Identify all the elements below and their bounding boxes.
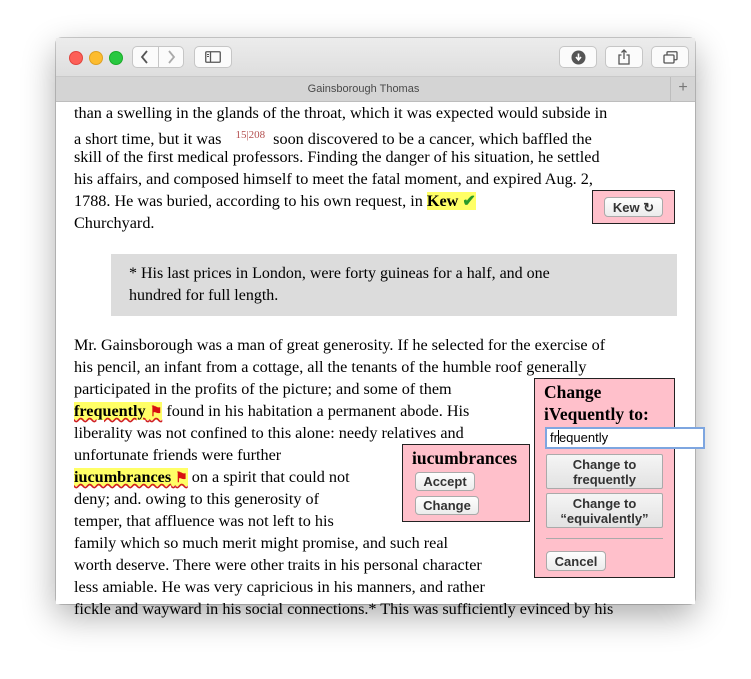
button-label-line: Change to: [572, 495, 637, 511]
button-label-line: “equivalently”: [560, 510, 649, 526]
word-text: iucumbrances: [74, 468, 172, 486]
footnote-line: * His last prices in London, were forty guineas for a half, and one: [129, 265, 550, 282]
word-text: Kew: [426, 192, 459, 210]
kew-button[interactable]: [604, 197, 663, 217]
text-fragment: on a spirit that could not: [191, 468, 350, 486]
tab-title[interactable]: Gainsborough Thomas: [307, 83, 420, 95]
panel-divider: [546, 538, 663, 539]
text-line: [74, 190, 476, 212]
text-line: family which so much merit might promise, and such real: [74, 534, 449, 552]
text-line: his affairs, and composed himself to meet the fatal moment, and expired Aug. 2,: [74, 170, 593, 188]
input-text: equently: [558, 430, 609, 445]
text-fragment: soon discovered to be a cancer, which baffled the: [273, 130, 592, 148]
page-content: [56, 102, 695, 618]
share-button[interactable]: [605, 46, 643, 68]
page-ref-number: 208: [248, 129, 266, 141]
change-button[interactable]: Change: [415, 496, 479, 515]
browser-window: [56, 38, 695, 618]
change-to-frequently-button[interactable]: [546, 454, 663, 489]
panel-title-line: iVequently to:: [544, 404, 649, 424]
button-label-line: frequently: [573, 471, 636, 487]
input-text: fr: [550, 430, 558, 445]
new-tab-button[interactable]: +: [670, 77, 695, 101]
iucumbrances-popup: [402, 444, 530, 522]
page-reference[interactable]: [235, 129, 265, 141]
text-line: his pencil, an infant from a cottage, all the tenants of the humble roof generally: [74, 358, 587, 376]
text-line: less amiable. He was very capricious in his manners, and rather: [74, 578, 485, 596]
text-line: worth deserve. There were other traits in his personal character: [74, 556, 482, 574]
chevron-right-icon: [166, 50, 176, 64]
download-icon: [571, 50, 586, 65]
footnote-line: hundred for full length.: [129, 287, 279, 304]
tab-overview-button[interactable]: [651, 46, 689, 68]
text-line: participated in the profits of the picture; and some of them: [74, 380, 452, 398]
text-line: unfortunate friends were further: [74, 446, 282, 464]
text-line: fickle and wayward in his social connections.* This was sufficiently evinced by his: [74, 600, 614, 618]
text-line: [74, 400, 469, 424]
button-label-line: Change to: [572, 456, 637, 472]
chevron-left-icon: [140, 50, 150, 64]
text-fragment: found in his habitation a permanent abode. His: [166, 402, 470, 420]
zoom-window-button[interactable]: [109, 51, 123, 65]
tab-bar: [56, 77, 695, 102]
change-suggestion-panel: [534, 378, 675, 578]
popup-title: iucumbrances: [412, 448, 517, 468]
kew-popup: [592, 190, 675, 224]
refresh-icon: ↻: [643, 199, 655, 215]
text-line: than a swelling in the glands of the throat, which it was expected would subside in: [74, 104, 608, 122]
minimize-window-button[interactable]: [89, 51, 103, 65]
check-icon: ✔: [462, 192, 476, 210]
close-window-button[interactable]: [69, 51, 83, 65]
change-to-equivalently-button[interactable]: [546, 493, 663, 528]
page-ref-number: 15: [235, 129, 247, 141]
flag-icon: ⚑: [149, 405, 163, 420]
tabs-overview-icon: [663, 51, 678, 64]
share-icon: [617, 49, 631, 65]
navigation-buttons: [132, 46, 184, 68]
sidebar-icon: [205, 51, 221, 63]
forward-button[interactable]: [158, 47, 183, 67]
sidebar-toggle-button[interactable]: [194, 46, 232, 68]
downloads-button[interactable]: [559, 46, 597, 68]
cancel-button[interactable]: Cancel: [546, 551, 606, 571]
replacement-input[interactable]: [545, 427, 705, 449]
word-text: frequently: [74, 402, 146, 420]
text-line: temper, that affluence was not left to his: [74, 512, 334, 530]
panel-title-line: Change: [544, 382, 602, 402]
footnote-block: [111, 254, 677, 316]
text-line: Mr. Gainsborough was a man of great generosity. If he selected for the exercise of: [74, 336, 606, 354]
accept-button[interactable]: Accept: [415, 472, 475, 491]
text-fragment: a short time, but it was: [74, 130, 222, 148]
text-line: skill of the first medical professors. Finding the danger of his situation, he settled: [74, 148, 600, 166]
misspelled-word-frequently[interactable]: [74, 402, 162, 420]
flag-icon: ⚑: [175, 471, 188, 486]
text-line: deny; and. owing to this generosity of: [74, 490, 320, 508]
back-button[interactable]: [133, 47, 158, 67]
title-bar: [56, 38, 695, 77]
text-line: Churchyard.: [74, 214, 155, 232]
text-fragment: 1788. He was buried, according to his own request, in: [74, 192, 423, 210]
text-line: liberality was not confined to this alone: needy relatives and: [74, 424, 464, 442]
misspelled-word-iucumbrances[interactable]: [74, 468, 188, 486]
text-line: [74, 466, 350, 490]
kew-button-label: Kew: [612, 199, 640, 215]
checked-word-kew[interactable]: [427, 192, 476, 210]
page-ref-separator: |: [246, 129, 249, 141]
